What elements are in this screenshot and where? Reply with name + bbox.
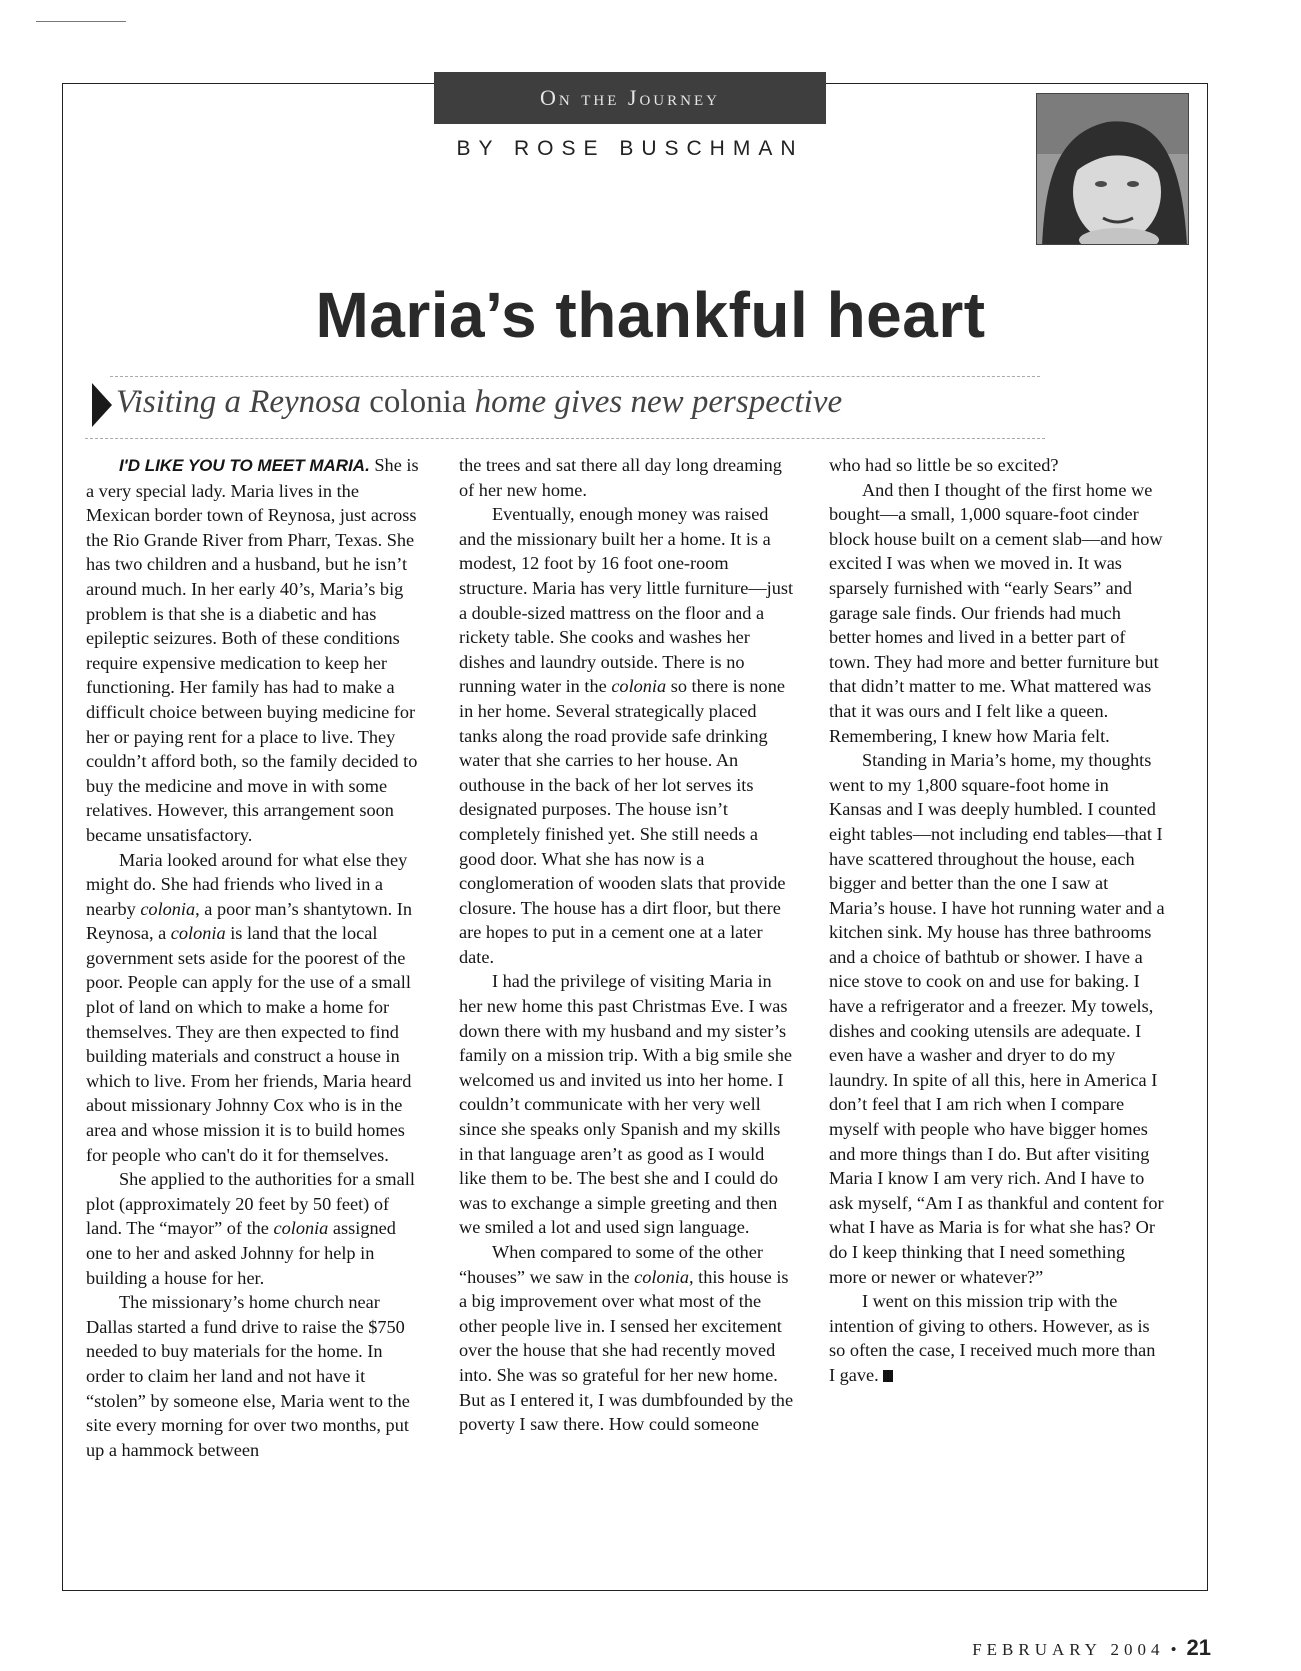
footer-separator: • — [1170, 1640, 1177, 1659]
paragraph: Eventually, enough money was raised and the missionary built her a home. It is a modest, 12 foot by 16 foot one-room structure. Maria has very little furniture—just a double-sized mattress on the floor and a rickety table. She cooks and washes her dishes and laundry outside. There is no running water in the colonia so there is none in her home. Several strategically placed tanks along the road provide safe drinking water that she carries to her house. An outhouse in the back of her lot serves its designated purposes. The house isn’t completely finished yet. She still needs a good door. What she has now is a conglomeration of wooden slats that provide closure. The house has a dirt floor, but there are hopes to put in a cement one at a later date. — [459, 504, 794, 967]
issue-date: FEBRUARY 2004 — [972, 1640, 1165, 1659]
article-column-2 — [459, 453, 795, 1437]
paragraph: She applied to the authorities for a small plot (approximately 20 feet by 50 feet) of land. The “mayor” of the colonia assigned one to her and asked Johnny for help in building a house for her. — [86, 1169, 415, 1288]
byline: BY ROSE BUSCHMAN — [456, 137, 804, 160]
paragraph: who had so little be so excited? — [829, 455, 1059, 475]
paragraph: The missionary’s home church near Dallas started a fund drive to raise the $750 needed to buy materials for the home. In order to claim her land and not have it “stolen” by someone else, Maria went to the site every morning for over two months, put up a hammock between — [86, 1292, 410, 1460]
deck-part-3: home gives new perspective — [474, 384, 843, 420]
paragraph: I had the privilege of visiting Maria in her new home this past Christmas Eve. I was down there with my husband and my sister’s family on a mission trip. With a big smile she welcomed us and invited us into her home. I couldn’t communicate with her very well since she speaks only Spanish and my skills in that language aren’t as good as I would like them to be. The best she and I could do was to exchange a simple greeting and then we smiled a lot and used sign language. — [459, 971, 793, 1238]
column-title: On the Journey — [434, 72, 826, 124]
deck-part-1: Visiting a Reynosa — [116, 384, 362, 420]
paragraph: Maria looked around for what else they might do. She had friends who lived in a nearby colonia, a poor man’s shantytown. In Reynosa, a colonia is land that the local government sets aside for the poorest of the poor. People can apply for the use of a small plot of land on which to make a home for themselves. They are then expected to find building materials and construct a house in which to live. From her friends, Maria heard about missionary Johnny Cox who is in the area and whose mission it is to build homes for people who can't do it for themselves. — [86, 849, 412, 1165]
headline: Maria’s thankful heart — [315, 279, 986, 351]
page-number: 21 — [1186, 1635, 1211, 1660]
author-photo — [1036, 93, 1189, 245]
end-mark-icon — [883, 1370, 893, 1382]
deck — [116, 384, 842, 421]
deck-rule-top — [110, 376, 1040, 377]
deck-arrow-icon — [92, 383, 112, 427]
corner-rule — [36, 21, 126, 22]
lead-in: I'D LIKE YOU TO MEET MARIA. — [118, 456, 370, 475]
page-footer — [972, 1635, 1211, 1661]
deck-part-2: colonia — [361, 384, 475, 420]
paragraph: I'D LIKE YOU TO MEET MARIA. She is a very special lady. Maria lives in the Mexican border town of Reynosa, just across the Rio Grande River from Pharr, Texas. She has two children and a husband, but he isn’t around much. In her early 40’s, Maria’s big problem is that she is a diabetic and has epileptic seizures. Both of these conditions require expensive medication to keep her functioning. Her family has had to make a difficult choice between buying medicine for her or paying rent for a place to live. They couldn’t afford both, so the family decided to buy the medicine and move in with some relatives. However, this arrangement soon became unsatisfactory. — [86, 455, 419, 845]
paragraph: Standing in Maria’s home, my thoughts went to my 1,800 square-foot home in Kansas and I was deeply humbled. I counted eight tables—not including end tables—that I have scattered throughout the house, each bigger and better than the one I saw at Maria’s house. I have hot running water and a kitchen sink. My house has three bathrooms and a choice of bathtub or shower. I have a nice stove to cook on and use for baking. I have a refrigerator and a freezer. My towels, dishes and cooking utensils are adequate. I even have a washer and dryer to do my laundry. In spite of all this, here in America I don’t feel that I am rich when I compare myself with people who have bigger homes and more things than I do. But after visiting Maria I know I am very rich. And I have to ask myself, “Am I as thankful and content for what I have as Maria is for what she has? Or do I keep thinking that I need something more or newer or whatever?” — [829, 750, 1165, 1287]
article-column-3 — [829, 453, 1165, 1388]
article-column-1 — [86, 453, 422, 1462]
deck-rule-bottom — [85, 438, 1045, 439]
paragraph: the trees and sat there all day long dreaming of her new home. — [459, 455, 782, 500]
paragraph: I went on this mission trip with the intention of giving to others. However, as is so often the case, I received much more than I gave. — [829, 1291, 1156, 1385]
paragraph: And then I thought of the first home we bought—a small, 1,000 square-foot cinder block house built on a cement slab—and how excited I was when we moved in. It was sparsely furnished with “early Sears” and garage sale finds. Our friends had much better homes and lived in a better part of town. They had more and better furniture but that didn’t matter to me. What mattered was that it was ours and I felt like a queen. Remembering, I knew how Maria felt. — [829, 479, 1163, 746]
paragraph: When compared to some of the other “houses” we saw in the colonia, this house is a big improvement over what most of the other people live in. I sensed her excitement over the house that she had recently moved into. She was so grateful for her new home. But as I entered it, I was dumbfounded by the poverty I saw there. How could someone — [459, 1242, 794, 1435]
